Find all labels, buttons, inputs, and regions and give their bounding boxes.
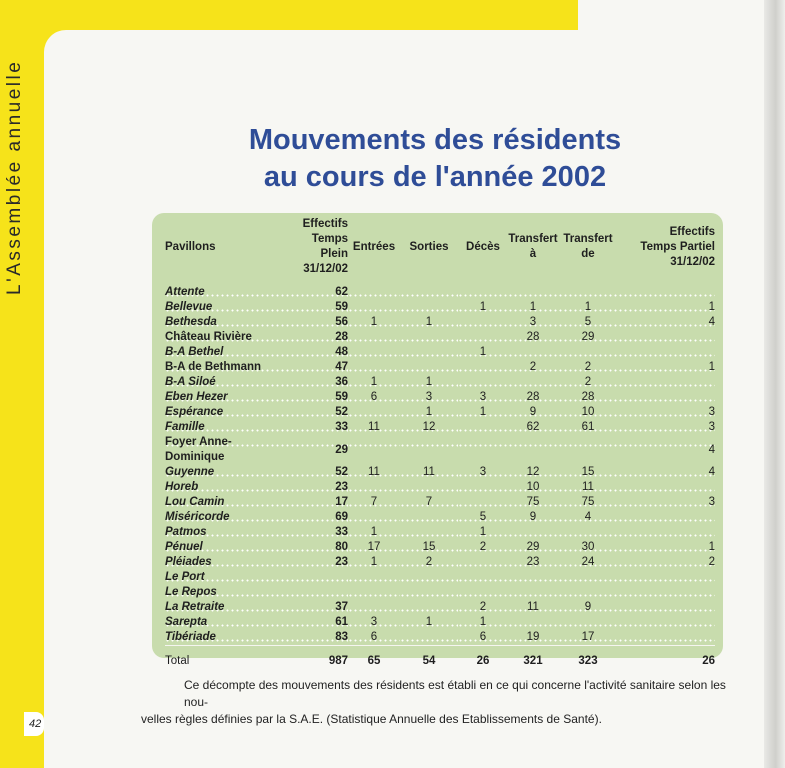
transfert-a: 19: [508, 630, 558, 646]
deces: 1: [458, 300, 508, 315]
transfert-de: 15: [558, 465, 618, 480]
sorties: 2: [400, 555, 458, 570]
transfert-a: 62: [508, 420, 558, 435]
transfert-de: 1: [558, 300, 618, 315]
transfert-a: [508, 435, 558, 465]
entrees: 11: [348, 420, 400, 435]
entrees: 11: [348, 465, 400, 480]
title-line-1: Mouvements des résidents: [248, 124, 622, 156]
deces: 1: [458, 615, 508, 630]
table-row: [165, 315, 715, 330]
header-transfert-de: [558, 217, 618, 277]
effectifs-plein: 33: [285, 420, 348, 435]
effectifs-plein: 33: [285, 525, 348, 540]
sorties: [400, 600, 458, 615]
deces: [458, 555, 508, 570]
sorties: [400, 585, 458, 600]
sorties: [400, 435, 458, 465]
transfert-de: 10: [558, 405, 618, 420]
transfert-de: 30: [558, 540, 618, 555]
header-eff-partiel-line1: Effectifs: [669, 225, 715, 238]
entrees: [348, 285, 400, 300]
effectifs-plein: 80: [285, 540, 348, 555]
entrees: 6: [348, 630, 400, 646]
effectifs-plein: 59: [285, 390, 348, 405]
transfert-a: [508, 570, 558, 585]
header-eff-partiel-line2: Temps Partiel: [640, 240, 715, 253]
page-number: 42: [29, 718, 42, 730]
header-effectifs-temps-plein: [285, 217, 348, 277]
table-row: [165, 405, 715, 420]
table-row: [165, 510, 715, 525]
sorties: 7: [400, 495, 458, 510]
deces: 3: [458, 390, 508, 405]
transfert-de: 28: [558, 390, 618, 405]
transfert-a: 28: [508, 390, 558, 405]
deces: 2: [458, 600, 508, 615]
effectifs-plein: [285, 570, 348, 585]
table-row: [165, 375, 715, 390]
effectifs-partiel: 4: [618, 435, 715, 465]
transfert-a: 28: [508, 330, 558, 345]
table-row: [165, 390, 715, 405]
header-pavillons: Pavillons: [165, 240, 216, 253]
deces: [458, 285, 508, 300]
deces: 3: [458, 465, 508, 480]
pavillon-name: Le Repos: [165, 585, 285, 600]
effectifs-partiel: [618, 630, 715, 646]
sorties: [400, 570, 458, 585]
effectifs-partiel: [618, 585, 715, 600]
sorties: 15: [400, 540, 458, 555]
transfert-de: 11: [558, 480, 618, 495]
pavillon-name: Horeb: [165, 480, 285, 495]
transfert-a: 10: [508, 480, 558, 495]
effectifs-partiel: 3: [618, 405, 715, 420]
transfert-de: 75: [558, 495, 618, 510]
effectifs-partiel: [618, 480, 715, 495]
transfert-a: [508, 285, 558, 300]
header-effectifs-temps-partiel: [618, 217, 715, 277]
transfert-de: 4: [558, 510, 618, 525]
entrees: 7: [348, 495, 400, 510]
transfert-de: 61: [558, 420, 618, 435]
effectifs-plein: 83: [285, 630, 348, 646]
deces: [458, 570, 508, 585]
entrees: 1: [348, 375, 400, 390]
transfert-a: 2: [508, 360, 558, 375]
header-spacer: [165, 277, 715, 285]
effectifs-plein: 17: [285, 495, 348, 510]
transfert-de: [558, 615, 618, 630]
spacer-cell: [165, 277, 715, 285]
entrees: 6: [348, 390, 400, 405]
entrees: 3: [348, 615, 400, 630]
effectifs-plein: 56: [285, 315, 348, 330]
effectifs-plein: 61: [285, 615, 348, 630]
entrees: [348, 345, 400, 360]
effectifs-partiel: 2: [618, 555, 715, 570]
deces: [458, 495, 508, 510]
table-row: [165, 465, 715, 480]
sorties: [400, 510, 458, 525]
total-effectifs-partiel: 26: [618, 646, 715, 677]
pavillon-name: Attente: [165, 285, 285, 300]
transfert-a: 9: [508, 510, 558, 525]
pavillon-name: Le Port: [165, 570, 285, 585]
sorties: [400, 480, 458, 495]
effectifs-plein: 59: [285, 300, 348, 315]
transfert-a: [508, 345, 558, 360]
page-title: [150, 122, 720, 196]
total-label: Total: [165, 646, 285, 677]
total-deces: 26: [458, 646, 508, 677]
pavillon-name: Sarepta: [165, 615, 285, 630]
effectifs-plein: 36: [285, 375, 348, 390]
pavillon-name: Pléiades: [165, 555, 285, 570]
pavillon-name: La Retraite: [165, 600, 285, 615]
sorties: 1: [400, 405, 458, 420]
deces: [458, 585, 508, 600]
sorties: 1: [400, 615, 458, 630]
effectifs-plein: [285, 585, 348, 600]
transfert-a: [508, 615, 558, 630]
transfert-a: 12: [508, 465, 558, 480]
effectifs-partiel: [618, 285, 715, 300]
entrees: [348, 600, 400, 615]
transfert-de: 9: [558, 600, 618, 615]
table-body: [165, 285, 715, 646]
transfert-de: 2: [558, 375, 618, 390]
entrees: [348, 480, 400, 495]
effectifs-partiel: 1: [618, 300, 715, 315]
transfert-a: 11: [508, 600, 558, 615]
deces: 2: [458, 540, 508, 555]
sorties: [400, 300, 458, 315]
pavillon-name: Pénuel: [165, 540, 285, 555]
table-row: [165, 480, 715, 495]
total-effectifs-plein: 987: [285, 646, 348, 677]
pavillon-name: Lou Camin: [165, 495, 285, 510]
deces: [458, 420, 508, 435]
entrees: [348, 585, 400, 600]
effectifs-partiel: [618, 570, 715, 585]
transfert-de: [558, 285, 618, 300]
header-entrees: Entrées: [352, 240, 396, 253]
entrees: 17: [348, 540, 400, 555]
pavillon-name: Bethesda: [165, 315, 285, 330]
deces: 1: [458, 405, 508, 420]
transfert-de: [558, 525, 618, 540]
sorties: [400, 525, 458, 540]
entrees: 1: [348, 525, 400, 540]
transfert-a: 29: [508, 540, 558, 555]
header-eff-plein-line2: Temps Plein: [311, 233, 348, 260]
pavillon-name: B-A Siloé: [165, 375, 285, 390]
effectifs-plein: 23: [285, 480, 348, 495]
transfert-de: [558, 570, 618, 585]
pavillon-name: Tibériade: [165, 630, 285, 646]
sorties: [400, 285, 458, 300]
transfert-a: 3: [508, 315, 558, 330]
pavillon-name: Miséricorde: [165, 510, 285, 525]
effectifs-partiel: [618, 525, 715, 540]
deces: [458, 330, 508, 345]
effectifs-plein: 52: [285, 405, 348, 420]
effectifs-partiel: [618, 345, 715, 360]
footnote-line-2: velles règles définies par la S.A.E. (Statistique Annuelle des Etablissements de Santé).: [141, 712, 602, 726]
header-deces: Décès: [466, 240, 500, 253]
transfert-de: 5: [558, 315, 618, 330]
transfert-de: 29: [558, 330, 618, 345]
effectifs-partiel: 1: [618, 540, 715, 555]
entrees: [348, 300, 400, 315]
deces: 1: [458, 525, 508, 540]
table-row: [165, 495, 715, 510]
table-row: [165, 285, 715, 300]
transfert-de: 2: [558, 360, 618, 375]
transfert-a: 23: [508, 555, 558, 570]
header-transfert-de-line1: Transfert: [563, 233, 613, 245]
deces: [458, 480, 508, 495]
transfert-a: 75: [508, 495, 558, 510]
table-row: [165, 345, 715, 360]
residents-movements-table: [165, 217, 715, 676]
effectifs-plein: 48: [285, 345, 348, 360]
header-transfert-a: [508, 217, 558, 277]
total-sorties: 54: [400, 646, 458, 677]
effectifs-partiel: 4: [618, 465, 715, 480]
title-line-2: au cours de l'année 2002: [263, 161, 607, 193]
transfert-a: [508, 525, 558, 540]
effectifs-plein: 47: [285, 360, 348, 375]
table-row: [165, 615, 715, 630]
effectifs-partiel: [618, 375, 715, 390]
sorties: 3: [400, 390, 458, 405]
pavillon-name: Espérance: [165, 405, 285, 420]
pavillon-name: Guyenne: [165, 465, 285, 480]
effectifs-plein: 28: [285, 330, 348, 345]
table-row: [165, 420, 715, 435]
deces: 1: [458, 345, 508, 360]
table-row: [165, 570, 715, 585]
entrees: 1: [348, 315, 400, 330]
effectifs-partiel: 1: [618, 360, 715, 375]
effectifs-partiel: 3: [618, 495, 715, 510]
table-row: [165, 600, 715, 615]
header-transfert-a-line1: Transfert: [508, 233, 558, 245]
transfert-de: 17: [558, 630, 618, 646]
sorties: 12: [400, 420, 458, 435]
book-spine-edge: [764, 0, 785, 768]
pavillon-name: Patmos: [165, 525, 285, 540]
effectifs-partiel: [618, 615, 715, 630]
table-row: [165, 585, 715, 600]
pavillon-name: Famille: [165, 420, 285, 435]
effectifs-plein: 69: [285, 510, 348, 525]
effectifs-partiel: 3: [618, 420, 715, 435]
entrees: [348, 510, 400, 525]
transfert-a: 1: [508, 300, 558, 315]
entrees: [348, 570, 400, 585]
effectifs-partiel: [618, 330, 715, 345]
transfert-a: [508, 585, 558, 600]
header-transfert-a-line2: à: [529, 248, 537, 260]
table-row: [165, 555, 715, 570]
deces: [458, 360, 508, 375]
effectifs-partiel: [618, 600, 715, 615]
table-row: [165, 300, 715, 315]
deces: [458, 375, 508, 390]
deces: 5: [458, 510, 508, 525]
entrees: [348, 435, 400, 465]
entrees: [348, 405, 400, 420]
entrees: [348, 330, 400, 345]
header-sorties: Sorties: [409, 240, 449, 253]
sorties: 1: [400, 315, 458, 330]
transfert-a: 9: [508, 405, 558, 420]
total-transfert-de: 323: [558, 646, 618, 677]
pavillon-name: B-A de Bethmann: [165, 360, 285, 375]
header-transfert-de-line2: de: [581, 248, 595, 260]
sorties: 11: [400, 465, 458, 480]
effectifs-plein: 62: [285, 285, 348, 300]
sorties: [400, 630, 458, 646]
transfert-de: [558, 435, 618, 465]
table-row: [165, 525, 715, 540]
effectifs-partiel: 4: [618, 315, 715, 330]
pavillon-name: Bellevue: [165, 300, 285, 315]
total-transfert-a: 321: [508, 646, 558, 677]
entrees: 1: [348, 555, 400, 570]
pavillon-name: Eben Hezer: [165, 390, 285, 405]
transfert-de: [558, 585, 618, 600]
table-row: [165, 330, 715, 345]
transfert-a: [508, 375, 558, 390]
sorties: 1: [400, 375, 458, 390]
total-entrees: 65: [348, 646, 400, 677]
deces: [458, 315, 508, 330]
transfert-de: [558, 345, 618, 360]
table-row: [165, 540, 715, 555]
table-row: [165, 360, 715, 375]
deces: 6: [458, 630, 508, 646]
deces: [458, 435, 508, 465]
table-row: [165, 630, 715, 646]
transfert-de: 24: [558, 555, 618, 570]
table-row: [165, 435, 715, 465]
effectifs-partiel: [618, 390, 715, 405]
effectifs-plein: 29: [285, 435, 348, 465]
effectifs-plein: 23: [285, 555, 348, 570]
footnote: [141, 677, 731, 728]
sorties: [400, 360, 458, 375]
pavillon-name: Château Rivière: [165, 330, 285, 345]
total-row: [165, 646, 715, 677]
effectifs-plein: 37: [285, 600, 348, 615]
header-eff-plein-line3: 31/12/02: [303, 263, 348, 275]
entrees: [348, 360, 400, 375]
table-header-row: [165, 217, 715, 277]
section-label: L'Assemblée annuelle: [4, 59, 25, 295]
sorties: [400, 330, 458, 345]
header-eff-partiel-line3: 31/12/02: [670, 255, 715, 268]
effectifs-plein: 52: [285, 465, 348, 480]
pavillon-name: Foyer Anne-Dominique: [165, 435, 285, 465]
header-eff-plein-line1: Effectifs: [302, 218, 348, 230]
footnote-line-1: Ce décompte des mouvements des résidents est établi en ce qui concerne l'activité sanitaire selon les nou-: [184, 678, 726, 709]
effectifs-partiel: [618, 510, 715, 525]
sorties: [400, 345, 458, 360]
pavillon-name: B-A Bethel: [165, 345, 285, 360]
